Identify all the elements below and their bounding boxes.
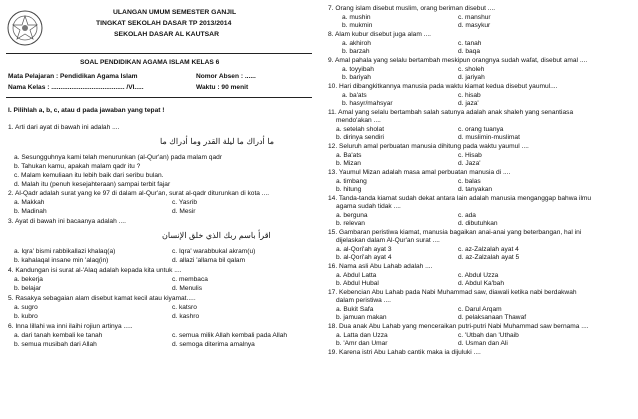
q5-option-d: d. kashro — [172, 313, 200, 320]
question-15-cont: dijelaskan dalam Al-Qur'an surat .... — [336, 237, 440, 244]
q13-option-b: b. hitung — [336, 186, 362, 193]
q12-option-a: a. Ba'ats — [336, 152, 362, 159]
q5-option-b: b. kubro — [14, 313, 38, 320]
q14-option-c: c. ada — [458, 212, 476, 219]
q11-option-d: d. muslimin-muslimat — [458, 134, 520, 141]
question-4: 4. Kandungan isi surat al-'Alaq adalah kepada kita untuk .... — [8, 267, 182, 274]
school-name: SEKOLAH DASAR AL KAUTSAR — [114, 31, 219, 38]
question-1: 1. Arti dari ayat di bawah ini adalah .... — [8, 124, 120, 131]
question-10: 10. Hari dibangkitkannya manusia pada waktu kiamat kedua disebut yaumul.... — [328, 83, 558, 90]
q12-option-c: c. Hisab — [458, 152, 482, 159]
q11-option-a: a. setelah sholat — [336, 126, 385, 133]
q2-option-c: c. Yasrib — [172, 199, 198, 206]
right-column — [322, 0, 638, 419]
q15-option-d: d. az-Zalzalah ayat 5 — [458, 254, 520, 261]
q13-option-a: a. timbang — [336, 178, 367, 185]
question-12: 12. Seluruh amal perbuatan manusia dihitung pada waktu yaumul .... — [328, 143, 529, 150]
question-17: 17. Kebencian Abu Lahab pada Nabi Muhammad saw, diawali ketika nabi berdakwah — [328, 289, 577, 296]
q18-option-b: b. 'Amr dan Umar — [336, 340, 388, 347]
question-15: 15. Gambaran peristiwa kiamat, manusia bagaikan anai-anai yang beterbangan, hal ini — [328, 229, 582, 236]
q13-option-c: c. balas — [458, 178, 481, 185]
question-17-cont: dalam peristiwa .... — [336, 297, 391, 304]
q15-option-a: a. al-Qori'ah ayat 3 — [336, 246, 392, 253]
q9-option-d: d. jariyah — [458, 74, 485, 81]
q14-option-a: a. berguna — [336, 212, 368, 219]
q16-option-d: d. Abdul Ka'bah — [458, 280, 504, 287]
q6-option-a: a. dari tanah kembali ke tanah — [14, 332, 103, 339]
question-8: 8. Alam kubur disebut juga alam .... — [328, 31, 431, 38]
exam-level: TINGKAT SEKOLAH DASAR TP 2013/2014 — [96, 20, 232, 27]
question-16: 16. Nama asli Abu Lahab adalah .... — [328, 263, 433, 270]
q17-option-c: c. Darul Arqam — [458, 306, 502, 313]
q4-option-c: c. membaca — [172, 276, 208, 283]
q1-option-b: b. Tahukan kamu, apakah malam qadr itu ? — [14, 163, 141, 170]
q11-option-c: c. orang tuanya — [458, 126, 504, 133]
question-14: 14. Tanda-tanda kiamat sudah dekat antara lain adalah manusia menganggap bahwa ilmu — [328, 195, 592, 202]
question-13: 13. Yaumul Mizan adalah masa amal perbuatan manusia di .... — [328, 169, 511, 176]
left-column — [0, 0, 318, 419]
q6-option-b: b. semua musibah dari Allah — [14, 341, 97, 348]
q17-option-b: b. jamuan makan — [336, 314, 387, 321]
question-19: 19. Karena istri Abu Lahab cantik maka ia dijuluki .... — [328, 349, 481, 356]
q10-option-d: d. jaza' — [458, 100, 479, 107]
q2-option-a: a. Makkah — [14, 199, 45, 206]
q12-option-d: d. Jaza' — [458, 160, 481, 167]
identity-divider — [6, 97, 312, 98]
question-14-cont: agama sudah tidak .... — [336, 203, 401, 210]
q8-option-a: a. akhiroh — [342, 40, 371, 47]
q16-option-a: a. Abdul Latta — [336, 272, 377, 279]
name-class-field: Nama Kelas : ........................................ /VI..... — [8, 84, 144, 91]
q8-option-d: d. baqa — [458, 48, 480, 55]
q8-option-b: b. barzah — [342, 48, 370, 55]
q1-option-c: c. Malam kemuliaan itu lebih baik dari seribu bulan. — [14, 172, 164, 179]
question-3: 3. Ayat di bawah ini bacaanya adalah .... — [8, 218, 126, 225]
q6-option-c: c. semua milik Allah kembali pada Allah — [172, 332, 288, 339]
q7-option-b: b. mukmin — [342, 22, 373, 29]
q7-option-d: d. masykur — [458, 22, 491, 29]
question-5: 5. Rasakya sebagaian alam disebut kamat kecil atau kiyamat..... — [8, 295, 196, 302]
question-7: 7. Orang islam disebut muslim, orang beriman disebut .... — [328, 5, 496, 12]
q11-option-b: b. dirinya sendiri — [336, 134, 385, 141]
q4-option-d: d. Menulis — [172, 285, 203, 292]
q5-option-a: a. sugro — [14, 304, 38, 311]
q9-option-c: c. sholeh — [458, 66, 485, 73]
q12-option-b: b. Mizan — [336, 160, 361, 167]
q3-option-b: b. kahalaqal insane min 'alaq(in) — [14, 257, 109, 264]
q2-option-d: d. Mesir — [172, 208, 196, 215]
q16-option-c: c. Abdul Uzza — [458, 272, 499, 279]
q1-option-d: d. Malah itu (penuh kesejahteraan) sampai terbit fajar — [14, 181, 171, 188]
q1-option-a: a. Sesungguhnya kami telah menurunkan (al-Qur'an) pada malam qadr — [14, 154, 222, 161]
time-field: Waktu : 90 menit — [196, 84, 249, 91]
arabic-verse-2: ﺍﻗﺮﺃ ﺑﺎﺳﻢ ﺭﺑﻚ ﺍﻟﺬﻱ ﺧﻠﻖ ﺍﻹﻧﺴﺎﻥ — [162, 231, 271, 240]
q16-option-b: b. Abdul Hubal — [336, 280, 379, 287]
q18-option-c: c. 'Utbah dan 'Uthaib — [458, 332, 519, 339]
q7-option-a: a. mushin — [342, 14, 371, 21]
q8-option-c: c. tanah — [458, 40, 482, 47]
q4-option-b: b. belajar — [14, 285, 42, 292]
q6-option-d: d. semoga diterima amalnya — [172, 341, 255, 348]
q3-option-c: c. Iqra' warabbukal akram(u) — [172, 248, 256, 255]
school-emblem-icon — [6, 9, 44, 47]
q3-option-d: d. allazi 'allama bil qalam — [172, 257, 246, 264]
q14-option-d: d. dibutuhkan — [458, 220, 498, 227]
q5-option-c: c. katsro — [172, 304, 197, 311]
q3-option-a: a. Iqra' bismi rabbikallazi khalaq(a) — [14, 248, 116, 255]
q17-option-d: d. pelaksanaan Thawaf — [458, 314, 527, 321]
instruction: I. Pilihlah a, b, c, atau d pada jawaban yang tepat ! — [8, 107, 165, 114]
q14-option-b: b. relevan — [336, 220, 365, 227]
q9-option-b: b. bariyah — [342, 74, 371, 81]
q15-option-b: b. al-Qori'ah ayat 4 — [336, 254, 392, 261]
question-11-cont: mendo'akan .... — [336, 117, 381, 124]
exam-title: ULANGAN UMUM SEMESTER GANJIL — [113, 9, 237, 16]
question-2: 2. Al-Qadr adalah surat yang ke 97 di dalam al-Qur'an, surat al-qadr diturunkan di kota .... — [8, 190, 270, 197]
q18-option-a: a. Latta dan Uzza — [336, 332, 388, 339]
question-11: 11. Amal yang selalu bertambah salah satunya adalah anak shaleh yang senantiasa — [328, 109, 574, 116]
q10-option-c: c. hisab — [458, 92, 481, 99]
subject-field: Mata Pelajaran : Pendidikan Agama Islam — [8, 73, 138, 80]
q7-option-c: c. manshur — [458, 14, 491, 21]
absence-number-field: Nomor Absen : ...... — [196, 73, 256, 80]
q13-option-d: d. tanyakan — [458, 186, 493, 193]
q2-option-b: b. Madinah — [14, 208, 47, 215]
q15-option-c: c. az-Zalzalah ayat 4 — [458, 246, 519, 253]
q18-option-d: d. Usman dan Ali — [458, 340, 508, 347]
question-9: 9. Amal pahala yang selalu bertambah meskipun orangnya sudah wafat, disebut amal .... — [328, 57, 588, 64]
q10-option-a: a. ba'ats — [342, 92, 367, 99]
q10-option-b: b. hasyr/mahsyar — [342, 100, 393, 107]
arabic-verse-1: ﻣﺎ ﺃﺩﺭﺍﻙ ﻣﺎ ﻟﻴﻠﺔ ﺍﻟﻘﺪﺭ ﻭﻣﺎ ﺃﺩﺭﺍﻙ ﻣﺎ — [160, 137, 275, 146]
q4-option-a: a. bekerja — [14, 276, 43, 283]
q17-option-a: a. Bukit Safa — [336, 306, 374, 313]
exam-subtitle: SOAL PENDIDIKAN AGAMA ISLAM KELAS 6 — [80, 59, 220, 66]
question-6: 6. Inna lillahi wa inni ilaihi rojiun artinya ..... — [8, 323, 133, 330]
header-divider — [6, 53, 312, 54]
q9-option-a: a. toyyibah — [342, 66, 374, 73]
question-18: 18. Dua anak Abu Lahab yang menceraikan putri-putri Nabi Muhammad saw bernama .... — [328, 323, 589, 330]
